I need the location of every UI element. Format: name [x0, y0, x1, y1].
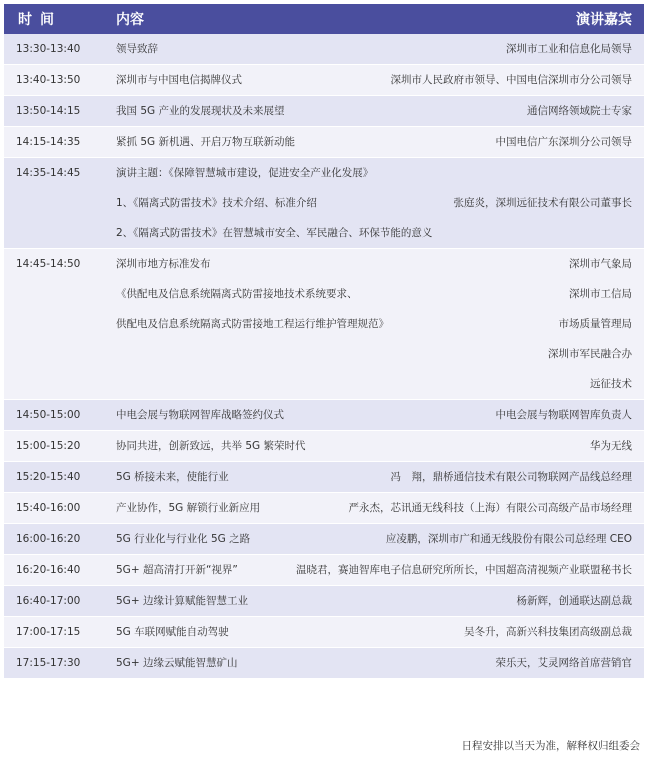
row-line	[4, 369, 644, 399]
row-time: 14:45-14:50	[16, 258, 81, 270]
row-content: 5G+ 边缘计算赋能智慧工业	[116, 595, 248, 607]
row-line	[4, 65, 644, 95]
row-guest: 吴冬升，高新兴科技集团高级副总裁	[464, 626, 632, 638]
row-time: 17:15-17:30	[16, 657, 81, 669]
row-guest: 严永杰，芯讯通无线科技（上海）有限公司高级产品市场经理	[348, 502, 632, 514]
table-row	[4, 555, 644, 586]
row-line	[4, 34, 644, 64]
row-guest: 温晓君，赛迪智库电子信息研究所所长，中国超高清视频产业联盟秘书长	[296, 564, 632, 576]
row-time: 16:00-16:20	[16, 533, 81, 545]
row-time: 17:00-17:15	[16, 626, 81, 638]
row-guest: 深圳市人民政府市领导、中国电信深圳市分公司领导	[390, 74, 632, 86]
row-line	[4, 617, 644, 647]
row-line	[4, 648, 644, 678]
footer-note: 日程安排以当天为准，解释权归组委会	[461, 740, 640, 752]
row-guest: 通信网络领域院士专家	[527, 105, 632, 117]
row-content: 协同共进，创新致远，共举 5G 繁荣时代	[116, 440, 306, 452]
table-row	[4, 648, 644, 679]
row-time: 13:40-13:50	[16, 74, 81, 86]
row-line	[4, 555, 644, 585]
row-line	[4, 249, 644, 279]
row-time: 15:00-15:20	[16, 440, 81, 452]
row-line	[4, 279, 644, 309]
row-line	[4, 96, 644, 126]
row-content: 深圳市地方标准发布	[116, 258, 211, 270]
table-row	[4, 65, 644, 96]
row-guest: 中电会展与物联网智库负责人	[495, 409, 632, 421]
row-line	[4, 524, 644, 554]
table-row	[4, 462, 644, 493]
table-header	[4, 4, 644, 34]
row-time: 15:40-16:00	[16, 502, 81, 514]
row-guest: 张庭炎，深圳远征技术有限公司董事长	[453, 197, 632, 209]
table-row	[4, 34, 644, 65]
row-guest: 华为无线	[590, 440, 632, 452]
row-content: 5G+ 边缘云赋能智慧矿山	[116, 657, 238, 669]
row-guest: 深圳市气象局	[569, 258, 632, 270]
table-row	[4, 586, 644, 617]
row-content: 供配电及信息系统隔离式防雷接地工程运行维护管理规范》	[116, 318, 389, 330]
row-line	[4, 493, 644, 523]
row-line	[4, 400, 644, 430]
row-line	[4, 158, 644, 188]
row-guest: 应凌鹏，深圳市广和通无线股份有限公司总经理 CEO	[385, 533, 632, 545]
row-guest: 远征技术	[590, 378, 632, 390]
row-time: 15:20-15:40	[16, 471, 81, 483]
table-row	[4, 617, 644, 648]
row-guest: 中国电信广东深圳分公司领导	[495, 136, 632, 148]
row-content: 5G 桥接未来，使能行业	[116, 471, 229, 483]
row-content: 领导致辞	[116, 43, 158, 55]
row-content: 5G 车联网赋能自动驾驶	[116, 626, 229, 638]
table-row	[4, 96, 644, 127]
row-guest: 深圳市工信局	[569, 288, 632, 300]
row-guest: 杨新辉，创通联达副总裁	[516, 595, 632, 607]
row-time: 16:40-17:00	[16, 595, 81, 607]
row-line	[4, 218, 644, 248]
row-guest: 冯 翔，鼎桥通信技术有限公司物联网产品线总经理	[390, 471, 632, 483]
row-time: 13:50-14:15	[16, 105, 81, 117]
row-content: 5G 行业化与行业化 5G 之路	[116, 533, 251, 545]
row-content: 《供配电及信息系统隔离式防雷接地技术系统要求、	[116, 288, 358, 300]
header-time: 时间	[18, 12, 62, 28]
table-row	[4, 524, 644, 555]
table-row	[4, 431, 644, 462]
row-content: 1、《隔离式防雷技术》技术介绍、标准介绍	[116, 197, 317, 209]
row-time: 16:20-16:40	[16, 564, 81, 576]
agenda-table	[4, 34, 644, 679]
row-content: 紧抓 5G 新机遇、开启万物互联新动能	[116, 136, 295, 148]
row-content: 5G+ 超高清打开新“视界”	[116, 564, 238, 576]
header-guest: 演讲嘉宾	[576, 12, 632, 28]
row-content: 演讲主题：《保障智慧城市建设，促进安全产业化发展》	[116, 167, 374, 179]
row-content: 我国 5G 产业的发展现状及未来展望	[116, 105, 285, 117]
row-line	[4, 431, 644, 461]
row-content: 产业协作，5G 解锁行业新应用	[116, 502, 261, 514]
row-content: 深圳市与中国电信揭牌仪式	[116, 74, 242, 86]
row-line	[4, 309, 644, 339]
table-row	[4, 493, 644, 524]
row-time: 14:35-14:45	[16, 167, 81, 179]
row-line	[4, 188, 644, 218]
table-row	[4, 400, 644, 431]
row-time: 14:50-15:00	[16, 409, 81, 421]
table-row	[4, 158, 644, 249]
row-time: 14:15-14:35	[16, 136, 81, 148]
row-guest: 荣乐天，艾灵网络首席营销官	[495, 657, 632, 669]
row-line	[4, 462, 644, 492]
table-row	[4, 127, 644, 158]
row-line	[4, 586, 644, 616]
row-line	[4, 127, 644, 157]
row-content: 中电会展与物联网智库战略签约仪式	[116, 409, 284, 421]
row-content: 2、《隔离式防雷技术》在智慧城市安全、军民融合、环保节能的意义	[116, 227, 433, 239]
row-time: 13:30-13:40	[16, 43, 81, 55]
row-line	[4, 339, 644, 369]
row-guest: 市场质量管理局	[558, 318, 632, 330]
row-guest: 深圳市军民融合办	[548, 348, 632, 360]
header-content: 内容	[116, 12, 144, 28]
row-guest: 深圳市工业和信息化局领导	[506, 43, 632, 55]
table-row	[4, 249, 644, 400]
